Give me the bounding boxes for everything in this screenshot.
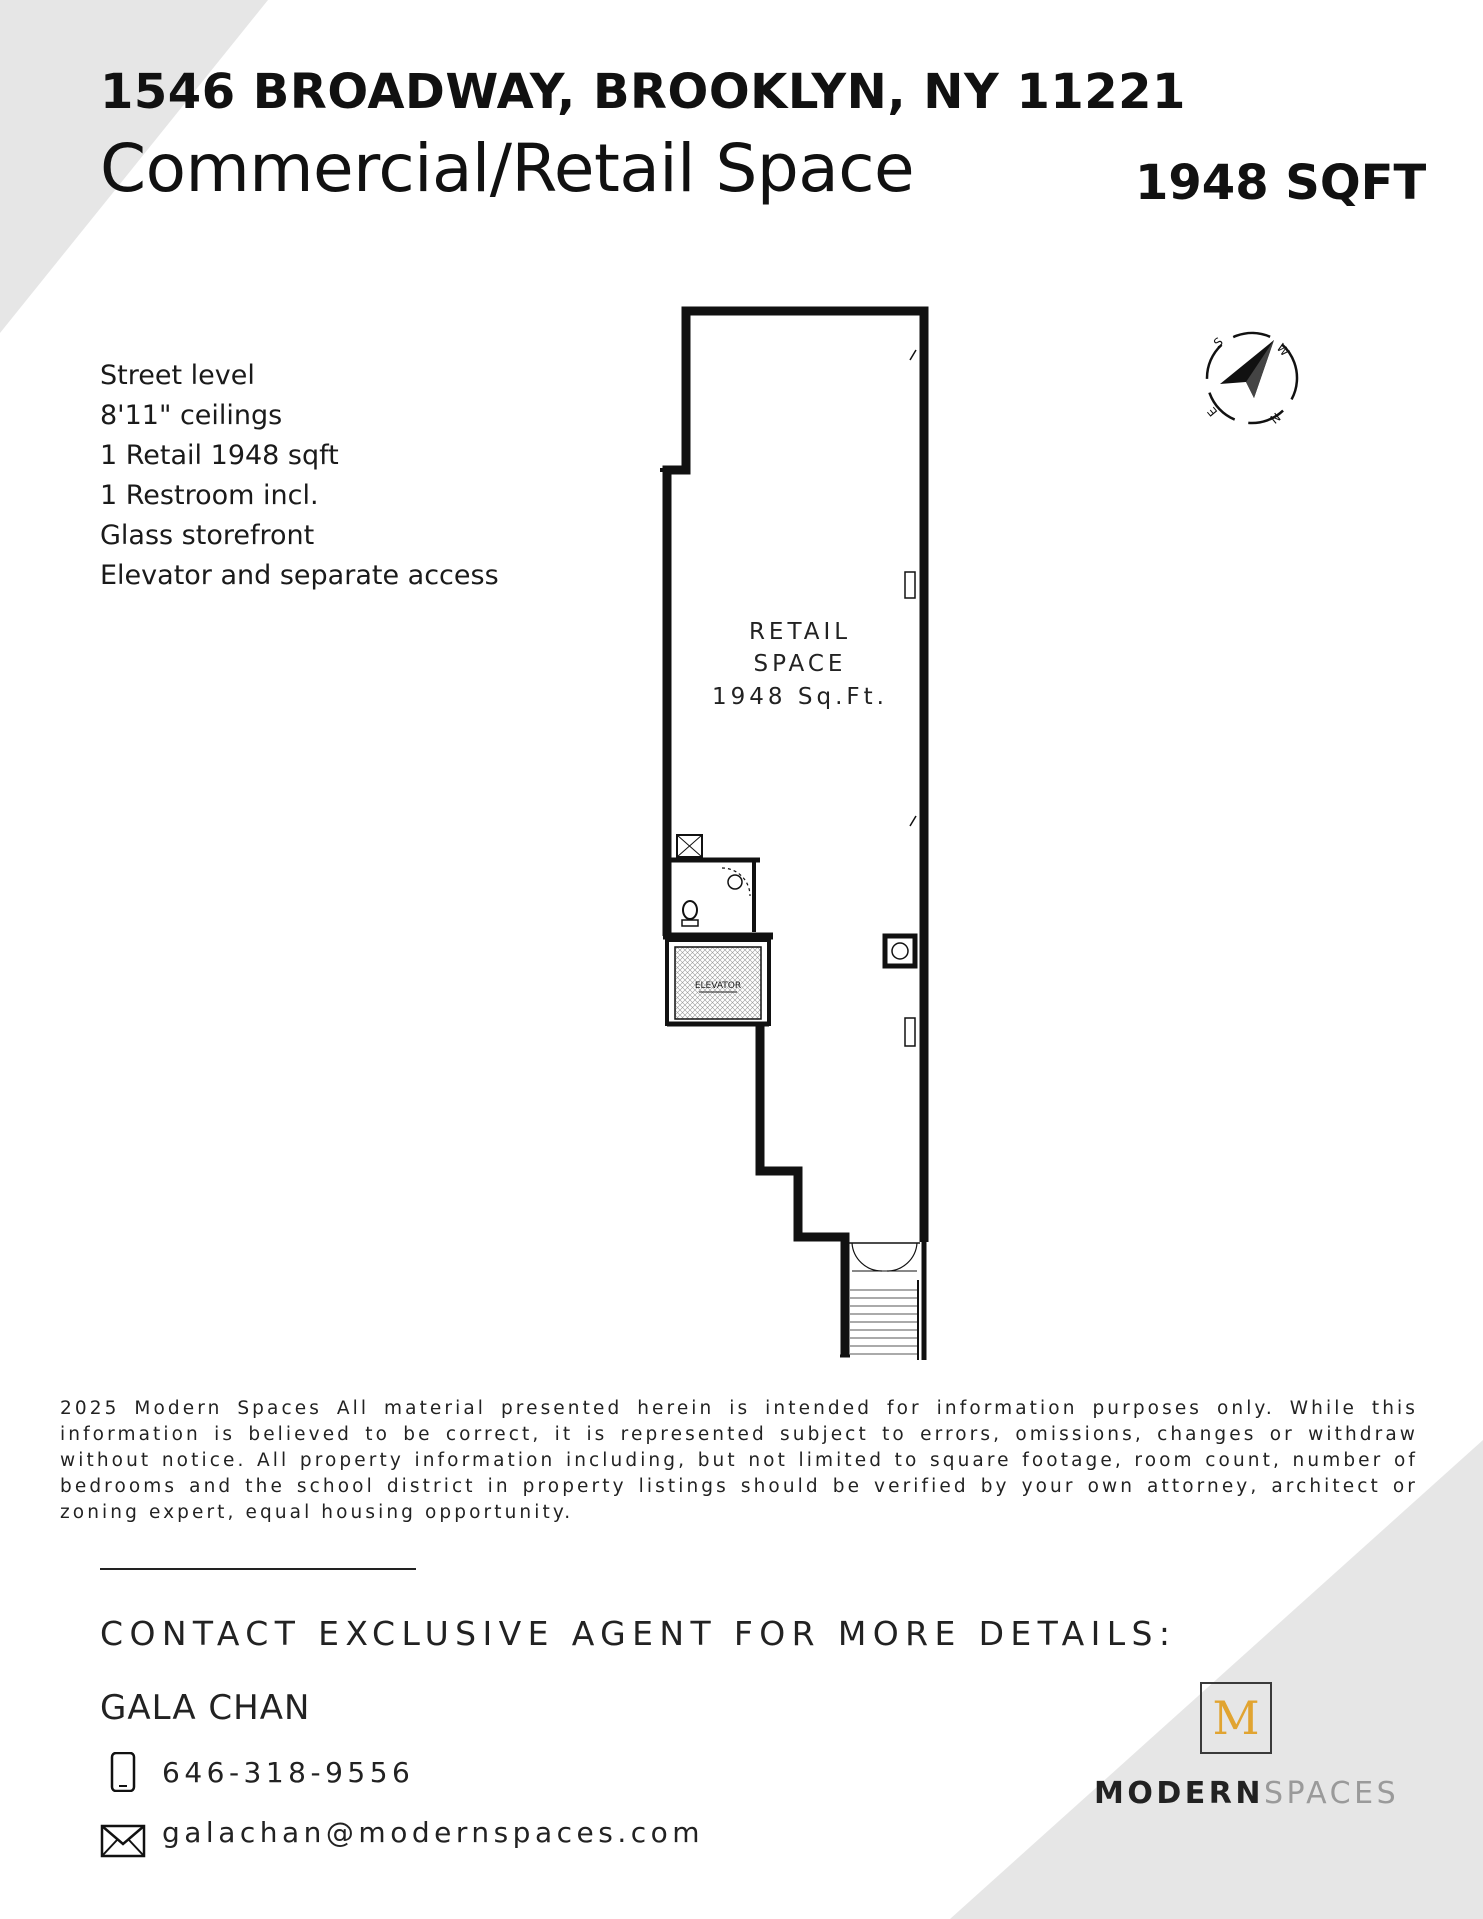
- legal-disclaimer: 2025 Modern Spaces All material presented herein is intended for information purposes only. While this information is believed to be correct, it is represented subject to errors, omissions, changes or withdraw without notice. All property information including, but not limited to square footage, room count, number of bedrooms and the school district in property listings should be verified by your own attorney, architect or zoning expert, equal housing opportunity.: [60, 1398, 1418, 1523]
- feature-item: 8'11" ceilings: [100, 400, 283, 431]
- feature-item: Street level: [100, 360, 255, 391]
- total-square-footage: 1948 SQFT: [1135, 155, 1427, 211]
- room-label-retail: RETAIL: [748, 619, 852, 645]
- floor-plan: [640, 300, 960, 1370]
- contact-heading: CONTACT EXCLUSIVE AGENT FOR MORE DETAILS:: [100, 1614, 1177, 1653]
- modern-spaces-logo-mark: [1200, 1682, 1272, 1754]
- feature-item: 1 Restroom incl.: [100, 480, 319, 511]
- agent-phone[interactable]: 646-318-9556: [162, 1755, 415, 1789]
- modern-spaces-logo-text: [1094, 1776, 1399, 1811]
- compass-letter-e: E: [1204, 404, 1221, 420]
- compass-icon: [1200, 326, 1304, 430]
- feature-item: 1 Retail 1948 sqft: [100, 440, 339, 471]
- logo-word-spaces: SPACES: [1263, 1776, 1400, 1811]
- agent-name: GALA CHAN: [100, 1688, 311, 1728]
- logo-letter: M: [1212, 1691, 1260, 1745]
- divider: [100, 1568, 416, 1570]
- feature-item: Glass storefront: [100, 520, 315, 551]
- agent-email[interactable]: galachan@modernspaces.com: [162, 1815, 705, 1849]
- compass-letter-s: S: [1210, 334, 1226, 351]
- phone-icon: [100, 1752, 148, 1792]
- logo-word-modern: MODERN: [1094, 1776, 1264, 1811]
- property-type: Commercial/Retail Space: [100, 130, 915, 207]
- email-row: [100, 1804, 704, 1860]
- room-label-space: SPACE: [753, 651, 847, 677]
- compass-letter-w: W: [1273, 340, 1293, 360]
- phone-row: [100, 1752, 414, 1792]
- compass-letter-n: N: [1267, 409, 1284, 427]
- feature-item: Elevator and separate access: [100, 560, 499, 591]
- envelope-icon: [100, 1820, 148, 1860]
- property-address: 1546 BROADWAY, BROOKLYN, NY 11221: [100, 64, 1186, 120]
- feature-list: [100, 356, 499, 596]
- elevator-label: ELEVATOR: [694, 981, 742, 991]
- room-label-area: 1948 Sq.Ft.: [712, 684, 888, 710]
